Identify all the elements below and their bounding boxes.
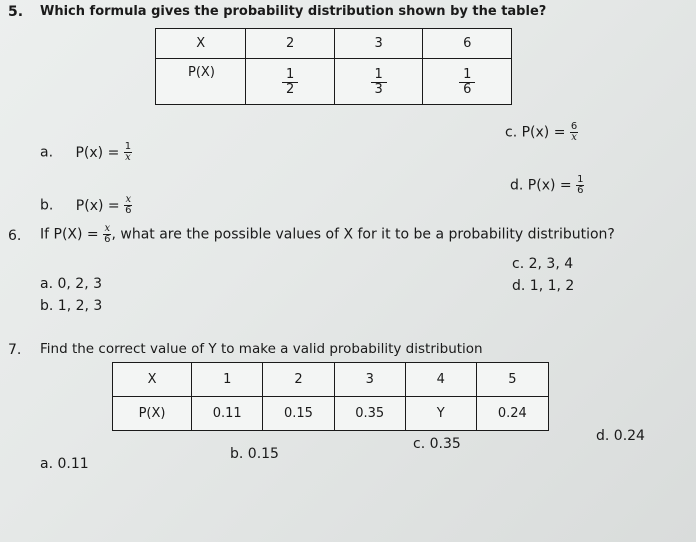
fraction-denominator: x xyxy=(125,152,131,163)
fraction-denominator: x xyxy=(571,132,577,143)
fraction-numerator: x xyxy=(104,223,111,234)
q5-table-p-cell xyxy=(246,59,335,105)
q7-table xyxy=(112,362,549,431)
q7-table-p-cell: 0.24 xyxy=(476,397,548,431)
q7-table-p-cell: Y xyxy=(405,397,476,431)
q7-table-x-cell: 1 xyxy=(192,363,263,397)
q6-option-a: a. 0, 2, 3 xyxy=(40,276,103,292)
q6-option-d: d. 1, 1, 2 xyxy=(512,278,575,294)
q7-number: 7. xyxy=(8,342,22,358)
option-lhs: P(x) = xyxy=(521,124,566,141)
q7-table-x-cell: 5 xyxy=(476,363,548,397)
q5-table-x-cell: 2 xyxy=(246,29,335,59)
q5-table-p-header: P(X) xyxy=(156,59,246,105)
fraction-denominator: 6 xyxy=(459,82,475,97)
fraction-numerator: 1 xyxy=(374,66,383,82)
q7-table-x-header: X xyxy=(113,363,192,397)
q7-table-x-cell: 4 xyxy=(405,363,476,397)
fraction-denominator: 2 xyxy=(282,82,298,97)
q7-table-p-header: P(X) xyxy=(113,397,192,431)
q5-question-text: Which formula gives the probability distribution shown by the table? xyxy=(40,4,547,19)
q7-option-b: b. 0.15 xyxy=(230,446,279,462)
q6-number: 6. xyxy=(8,228,22,244)
option-label: c. xyxy=(505,124,518,141)
fraction-numerator: x xyxy=(125,194,132,205)
fraction-denominator: 3 xyxy=(371,82,387,97)
option-lhs: P(x) = xyxy=(527,177,572,194)
q5-option-a xyxy=(40,142,132,163)
q6-suffix: , what are the possible values of X for it to be a probability distribution? xyxy=(111,226,615,243)
q5-table-p-cell xyxy=(334,59,423,105)
q7-question-text: Find the correct value of Y to make a valid probability distribution xyxy=(40,341,483,357)
fraction-denominator: 6 xyxy=(577,185,584,196)
option-lhs: P(x) = xyxy=(75,144,120,161)
q6-prefix: If P(X) = xyxy=(40,226,99,243)
q7-table-p-cell: 0.35 xyxy=(334,397,405,431)
fraction-denominator: 6 xyxy=(125,205,132,216)
q7-option-a: a. 0.11 xyxy=(40,456,89,472)
option-lhs: P(x) = xyxy=(75,197,120,214)
q7-table-x-cell: 2 xyxy=(263,363,334,397)
fraction-denominator: 6 xyxy=(104,234,111,245)
fraction-numerator: 6 xyxy=(570,121,578,132)
q5-table-x-cell: 3 xyxy=(334,29,423,59)
fraction-numerator: 1 xyxy=(124,141,132,152)
option-label: d. xyxy=(510,177,524,194)
q5-table-p-cell xyxy=(423,59,512,105)
q5-table xyxy=(155,28,512,105)
q5-option-b xyxy=(40,195,132,216)
q7-option-c: c. 0.35 xyxy=(413,436,461,452)
fraction-numerator: 1 xyxy=(463,66,472,82)
option-label: a. xyxy=(40,144,54,161)
fraction-numerator: 1 xyxy=(286,66,295,82)
fraction-numerator: 1 xyxy=(577,174,584,185)
q5-number: 5. xyxy=(8,4,24,20)
q6-option-c: c. 2, 3, 4 xyxy=(512,256,574,272)
q6-option-b: b. 1, 2, 3 xyxy=(40,298,103,314)
q7-table-p-cell: 0.15 xyxy=(263,397,334,431)
q5-table-x-header: X xyxy=(156,29,246,59)
q7-option-d: d. 0.24 xyxy=(596,428,645,444)
q7-table-x-cell: 3 xyxy=(334,363,405,397)
q7-table-p-cell: 0.11 xyxy=(192,397,263,431)
q5-option-c xyxy=(505,122,578,143)
q6-question xyxy=(40,224,615,245)
q5-table-x-cell: 6 xyxy=(423,29,512,59)
option-label: b. xyxy=(40,197,54,214)
q5-option-d xyxy=(510,175,584,196)
